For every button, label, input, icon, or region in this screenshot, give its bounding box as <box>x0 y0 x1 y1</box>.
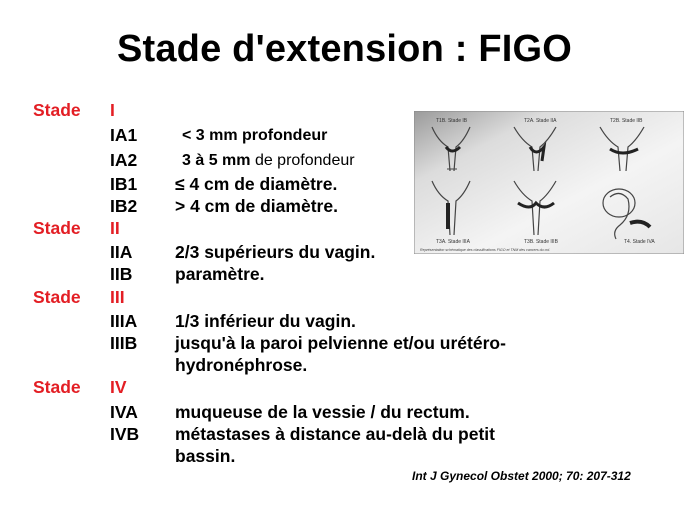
stage-number-3: III <box>110 287 125 307</box>
stage-number-4: IV <box>110 377 127 397</box>
citation: Int J Gynecol Obstet 2000; 70: 207-312 <box>412 469 631 483</box>
row-code-iva: IVA <box>110 402 138 422</box>
row-code-ivb: IVB <box>110 424 140 444</box>
row-text-ia2 <box>182 150 355 171</box>
row-text-ib2: > 4 cm de diamètre. <box>175 196 338 216</box>
slide-title: Stade d'extension : FIGO <box>116 28 573 70</box>
panel-label-3: T2B. Stade IIB <box>610 118 643 124</box>
row-text-iiib-2: hydronéphrose. <box>175 355 308 375</box>
row-text-ivb-1: métastases à distance au-delà du petit <box>175 424 495 444</box>
panel-label-5: T3B. Stade IIIB <box>524 239 558 245</box>
panel-label-2: T2A. Stade IIA <box>524 118 557 124</box>
panel-label-6: T4. Stade IVA <box>624 239 655 245</box>
row-text-ia1: < 3 mm profondeur <box>182 127 328 144</box>
stage-label-4: Stade <box>33 377 81 397</box>
figure-caption: Représentation schématique des classifications FIGO et TNM des cancers du col. <box>420 248 551 252</box>
row-text-ia2-b: de profondeur <box>254 152 355 169</box>
panel-label-1: T1B. Stade IB <box>436 118 468 124</box>
row-text-iiib-1: jusqu'à la paroi pelvienne et/ou urétéro- <box>175 333 506 353</box>
row-code-iiia: IIIA <box>110 311 138 331</box>
row-text-iva: muqueuse de la vessie / du rectum. <box>175 402 470 422</box>
row-code-ia1: IA1 <box>110 125 138 145</box>
row-code-iib: IIB <box>110 264 133 284</box>
row-text-iib: paramètre. <box>175 264 265 284</box>
row-text-ib1: ≤ 4 cm de diamètre. <box>175 174 338 194</box>
figo-staging-figure <box>414 111 684 254</box>
row-code-ia2: IA2 <box>110 150 138 170</box>
stage-label-3: Stade <box>33 287 81 307</box>
stage-label-2: Stade <box>33 218 81 238</box>
row-text-iiia: 1/3 inférieur du vagin. <box>175 311 356 331</box>
stage-label-1: Stade <box>33 100 81 120</box>
row-text-ia2-a: 3 à 5 mm <box>182 152 255 169</box>
row-text-iia: 2/3 supérieurs du vagin. <box>175 242 376 262</box>
row-text-ivb-2: bassin. <box>175 446 236 466</box>
stage-number-1: I <box>110 100 115 120</box>
stage-number-2: II <box>110 218 120 238</box>
panel-label-4: T3A. Stade IIIA <box>436 239 470 245</box>
row-code-iiib: IIIB <box>110 333 138 353</box>
row-code-iia: IIA <box>110 242 133 262</box>
row-code-ib1: IB1 <box>110 174 138 194</box>
row-code-ib2: IB2 <box>110 196 138 216</box>
